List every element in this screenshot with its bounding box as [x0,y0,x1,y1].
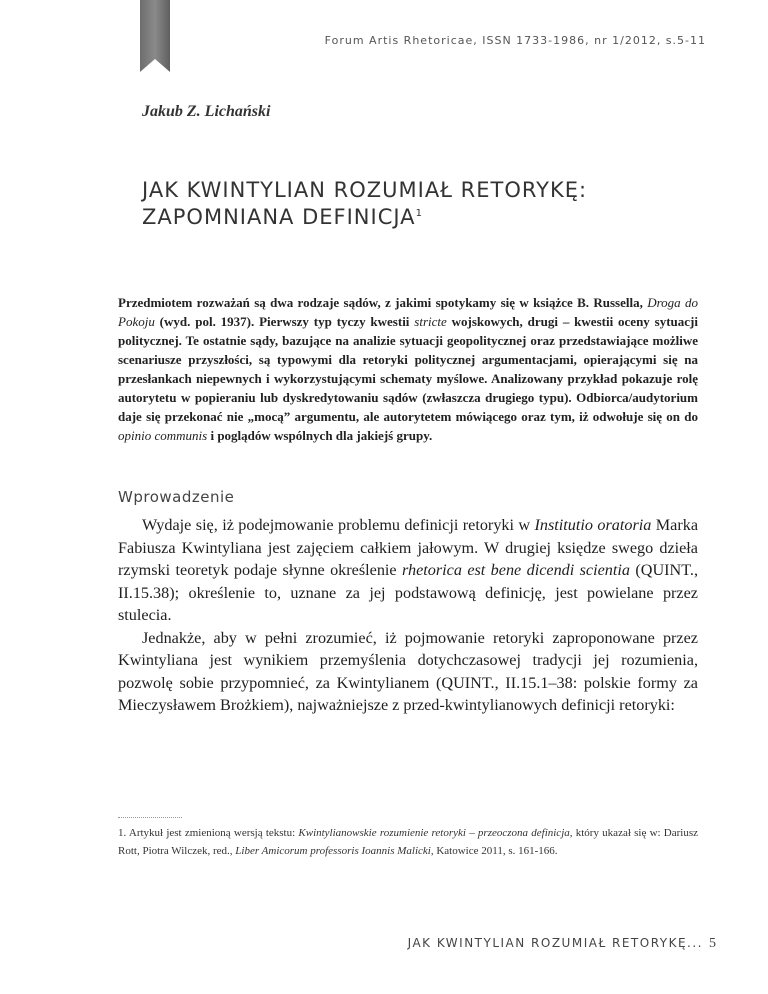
abstract-italic: stricte [414,314,447,329]
abstract [118,293,698,445]
author-name: Jakub Z. Lichański [142,103,271,120]
footnote [118,824,698,860]
footnote-italic: Liber Amicorum professoris Ioannis Malicki [235,845,431,857]
footnote-divider [118,817,182,818]
footnote-italic: Kwintylianowskie rozumienie retoryki – przeoczona definicja [298,827,570,839]
footer-running-title: JAK KWINTYLIAN ROZUMIAŁ RETORYKĘ... [407,936,703,950]
paragraph: Jednakże, aby w pełni zrozumieć, iż pojmowanie retoryki zaproponowane przez Kwintyliana jest wynikiem przemyślenia dotychczasowej tradycji jej rozumienia, pozwolę sobie przypomnieć, za Kwintylianem (QUINT., II.15.1–38: polskie formy za Mieczysławem Brożkiem), najważniejsze z przed-kwintylianowych definicji retoryki: [118,628,698,714]
paragraph-italic: Institutio oratoria [534,516,652,534]
article-title [142,178,702,229]
page-number: 5 [709,936,716,951]
title-line-2 [142,202,702,229]
page-footer [408,936,716,952]
section-heading: Wprowadzenie [118,488,235,506]
abstract-italic: Droga do Pokoju [118,295,698,329]
abstract-text: i poglądów wspólnych dla jakiejś grupy. [207,428,433,443]
footnote-text: , Katowice 2011, s. 161-166. [430,845,558,857]
running-head: Forum Artis Rhetoricae, ISSN 1733-1986, nr 1/2012, s.5-11 [324,34,706,47]
footnote-text: , który ukazał się w: Dariusz Rott, Piotra Wilczek, red., [118,827,699,857]
title-line-1: JAK KWINTYLIAN ROZUMIAŁ RETORYKĘ: [142,178,588,202]
paragraph-text: Wydaje się, iż podejmowanie problemu definicji retoryki w [142,516,535,534]
abstract-text: (wyd. pol. 1937). Pierwszy typ tyczy kwestii [154,314,415,329]
abstract-text: wojskowych, drugi – kwestii oceny sytuacji politycznej. Te ostatnie sądy, bazujące na analizie sytuacji geopolitycznej oraz przedstawiające możliwe scenariusze przyszłości, są typowymi dla retoryki politycznej argumentacjami, opierającymi się na przesłankach niepewnych i wykorzystującymi schematy myślowe. Analizowany przykład pokazuje rolę autorytetu w popieraniu lub dyskredytowaniu sądów (zwłaszcza drugiego typu). Odbiorca/audytorium daje się przekonać nie „mocą” argumentu, ale autorytetem mówiącego oraz tym, iż odwołuje się on do [118,314,698,424]
paragraph [118,514,698,627]
footnote-text: Artykuł jest zmienioną wersją tekstu: [126,827,299,839]
paragraph-italic: rhetorica est bene dicendi scientia [402,561,630,579]
title-footnote-ref[interactable]: 1 [415,208,422,219]
body-text [118,514,698,717]
abstract-italic: opinio communis [118,428,208,443]
paragraph-text: (QUINT., II.15.38); określenie to, uznane za jej podstawową definicję, jest powielane przez stulecia. [118,561,698,624]
footnote-number: 1. [118,827,127,839]
paragraph-text: Marka Fabiusza Kwintyliana jest zajęciem całkiem jałowym. W drugiej księdze swego dzieła rzymski teoretyk podaje słynne określenie [118,516,699,579]
title-line-2-text: ZAPOMNIANA DEFINICJA [142,205,416,229]
abstract-text: Przedmiotem rozważań są dwa rodzaje sądów, z jakimi spotykamy się w książce B. Russella, [118,295,648,310]
